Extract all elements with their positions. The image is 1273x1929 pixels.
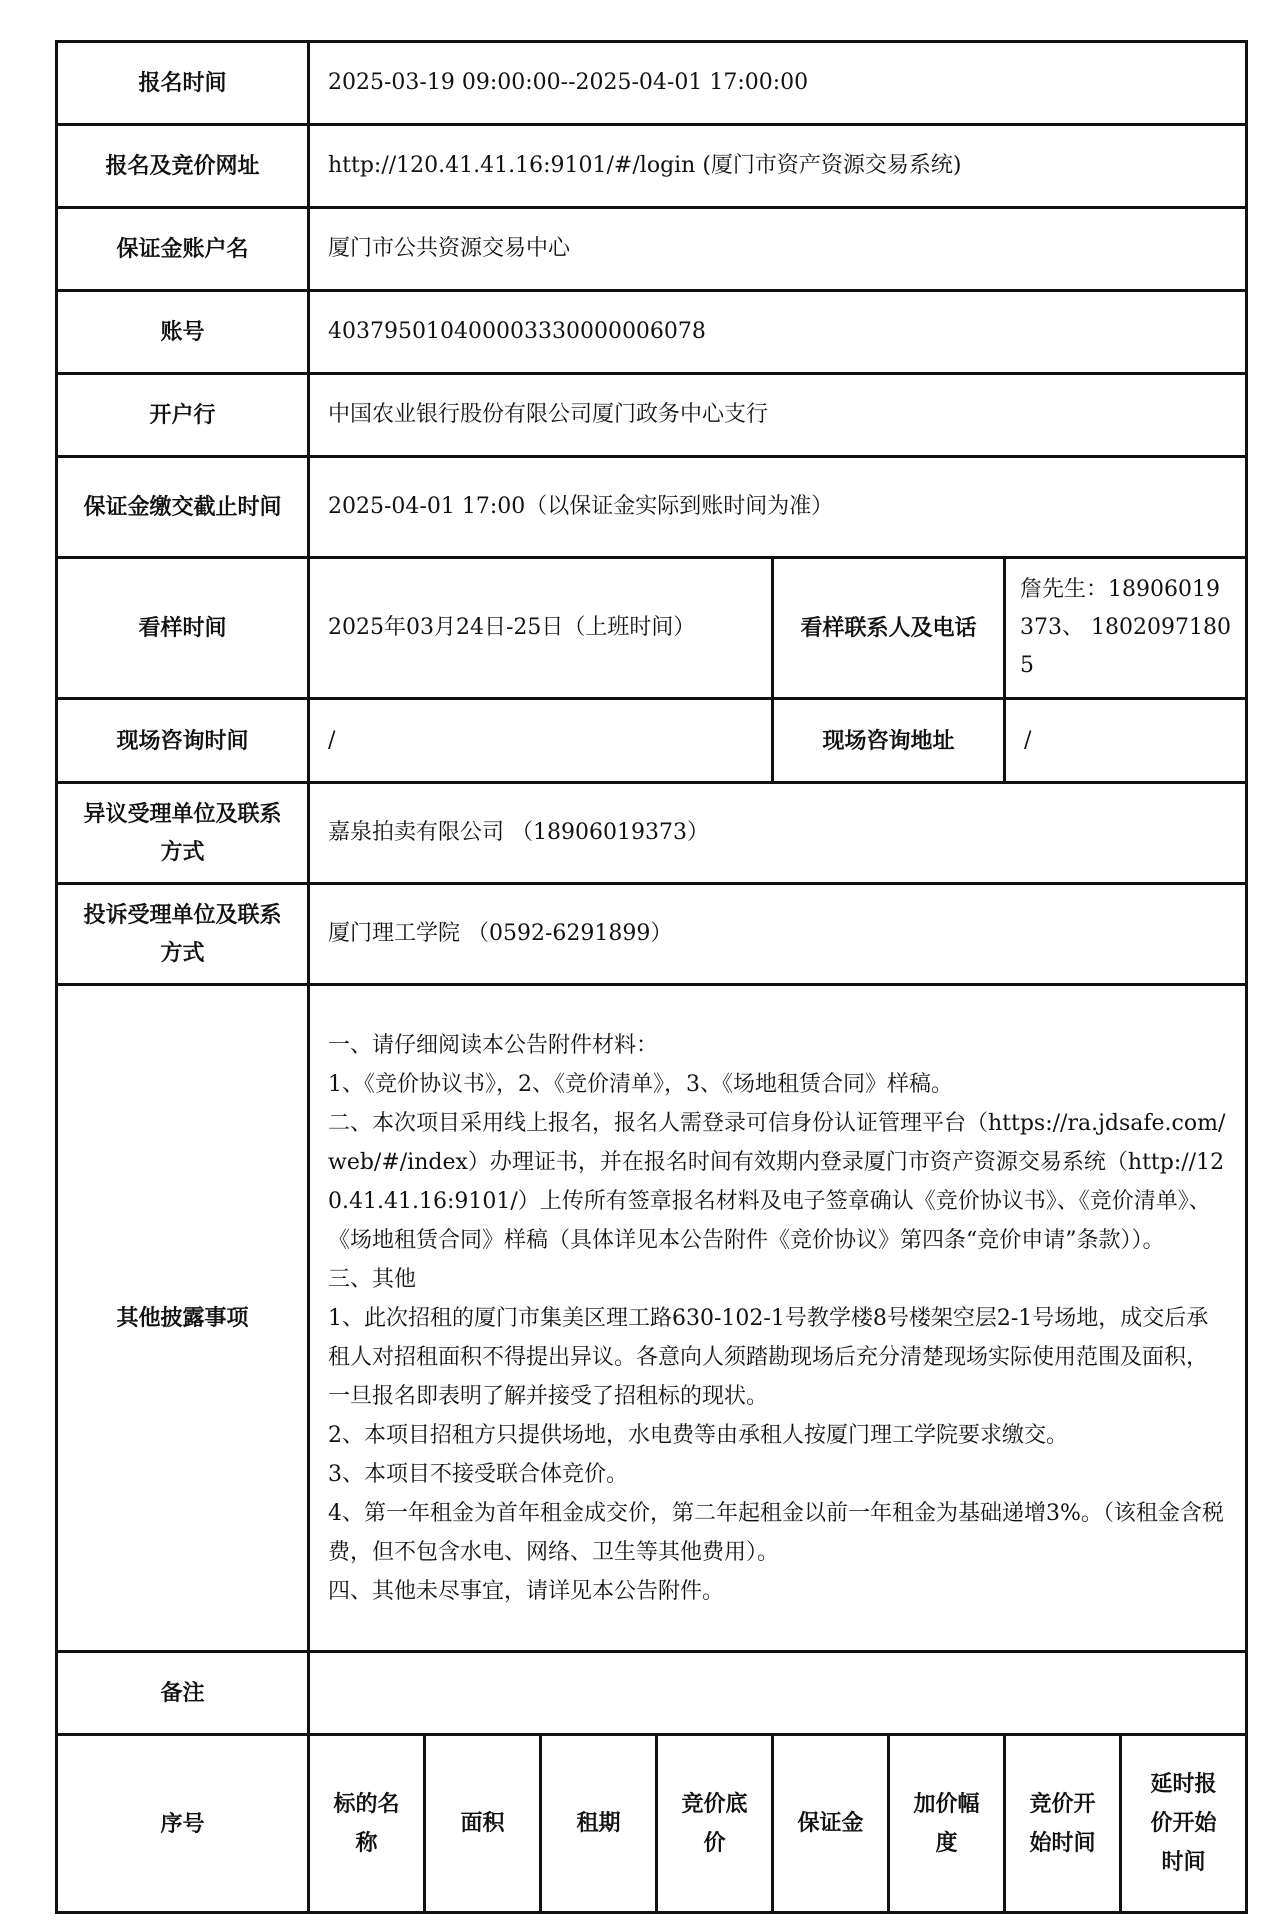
disclosure-paragraph: 三、其他	[328, 1266, 417, 1292]
lot-header-lease-term: 租期	[541, 1735, 657, 1913]
lot-header-deposit: 保证金	[773, 1735, 889, 1913]
consult-time-value: /	[309, 699, 773, 783]
disclosure-paragraph: 3、本项目不接受联合体竞价。	[328, 1461, 628, 1487]
row-objection	[57, 783, 1247, 884]
row-consult	[57, 699, 1247, 783]
account-number-value: 403795010400003330000006078	[309, 291, 1247, 374]
row-signup-time	[57, 42, 1247, 125]
signup-time-value: 2025-03-19 09:00:00--2025-04-01 17:00:00	[309, 42, 1247, 125]
remarks-value	[309, 1652, 1247, 1735]
objection-value: 嘉泉拍卖有限公司 （18906019373）	[309, 783, 1247, 884]
disclosure-paragraph: 2、本项目招租方只提供场地，水电费等由承租人按厦门理工学院要求缴交。	[328, 1422, 1068, 1448]
bank-value: 中国农业银行股份有限公司厦门政务中心支行	[309, 374, 1247, 457]
signup-url-value: http://120.41.41.16:9101/#/login (厦门市资产资源交易系统)	[309, 125, 1247, 208]
lot-table-header-row	[57, 1735, 1247, 1913]
row-signup-url	[57, 125, 1247, 208]
account-number-label: 账号	[57, 291, 309, 374]
lot-header-index: 序号	[57, 1735, 309, 1913]
consult-address-label: 现场咨询地址	[773, 699, 1005, 783]
disclosure-paragraph: 四、其他未尽事宜，请详见本公告附件。	[328, 1578, 725, 1604]
deposit-deadline-label: 保证金缴交截止时间	[57, 457, 309, 558]
deposit-account-name-label: 保证金账户名	[57, 208, 309, 291]
deposit-account-name-value: 厦门市公共资源交易中心	[309, 208, 1247, 291]
row-deposit-account-name	[57, 208, 1247, 291]
deposit-deadline-value: 2025-04-01 17:00（以保证金实际到账时间为准）	[309, 457, 1247, 558]
remarks-label: 备注	[57, 1652, 309, 1735]
lot-header-extension-start-time: 延时报价开始时间	[1121, 1735, 1247, 1913]
viewing-time-value: 2025年03月24日-25日（上班时间）	[309, 558, 773, 699]
consult-time-label: 现场咨询时间	[57, 699, 309, 783]
complaint-value: 厦门理工学院 （0592-6291899）	[309, 884, 1247, 985]
disclosure-label: 其他披露事项	[57, 985, 309, 1652]
lot-header-increment: 加价幅度	[889, 1735, 1005, 1913]
objection-label: 异议受理单位及联系方式	[57, 783, 309, 884]
signup-time-label: 报名时间	[57, 42, 309, 125]
disclosure-paragraph: 一、请仔细阅读本公告附件材料：	[328, 1032, 659, 1058]
lot-header-reserve-price: 竞价底价	[657, 1735, 773, 1913]
disclosure-paragraph: 4、第一年租金为首年租金成交价，第二年起租金以前一年租金为基础递增3%。（该租金含税费，但不包含水电、网络、卫生等其他费用）。	[328, 1500, 1224, 1565]
lot-header-start-time: 竞价开始时间	[1005, 1735, 1121, 1913]
consult-address-value: /	[1005, 699, 1247, 783]
disclosure-content	[309, 985, 1247, 1652]
complaint-label: 投诉受理单位及联系方式	[57, 884, 309, 985]
bank-label: 开户行	[57, 374, 309, 457]
signup-url-label: 报名及竞价网址	[57, 125, 309, 208]
viewing-contact-value: 詹先生：18906019373、 18020971805	[1005, 558, 1247, 699]
row-bank	[57, 374, 1247, 457]
row-disclosure	[57, 985, 1247, 1652]
disclosure-paragraph: 二、本次项目采用线上报名，报名人需登录可信身份认证管理平台（https://ra.jdsafe.com/web/#/index）办理证书，并在报名时间有效期内登录厦门市资产资源交易系统（http://120.41.41.16:9101/）上传所有签章报名材料及电子签章确认《竞价协议书》、《竞价清单》、《场地租赁合同》样稿（具体详见本公告附件《竞价协议》第四条“竞价申请”条款））。	[328, 1110, 1226, 1253]
lot-header-item-name: 标的名称	[309, 1735, 425, 1913]
row-account-number	[57, 291, 1247, 374]
row-complaint	[57, 884, 1247, 985]
disclosure-paragraph: 1、《竞价协议书》，2、《竞价清单》，3、《场地租赁合同》样稿。	[328, 1071, 953, 1097]
row-remarks	[57, 1652, 1247, 1735]
lot-header-area: 面积	[425, 1735, 541, 1913]
row-viewing	[57, 558, 1247, 699]
disclosure-paragraph: 1、此次招租的厦门市集美区理工路630-102-1号教学楼8号楼架空层2-1号场地，成交后承租人对招租面积不得提出异议。各意向人须踏勘现场后充分清楚现场实际使用范围及面积，一旦报名即表明了解并接受了招租标的现状。	[328, 1305, 1209, 1409]
viewing-time-label: 看样时间	[57, 558, 309, 699]
row-deposit-deadline	[57, 457, 1247, 558]
auction-notice-table	[55, 40, 1248, 1914]
viewing-contact-label: 看样联系人及电话	[773, 558, 1005, 699]
